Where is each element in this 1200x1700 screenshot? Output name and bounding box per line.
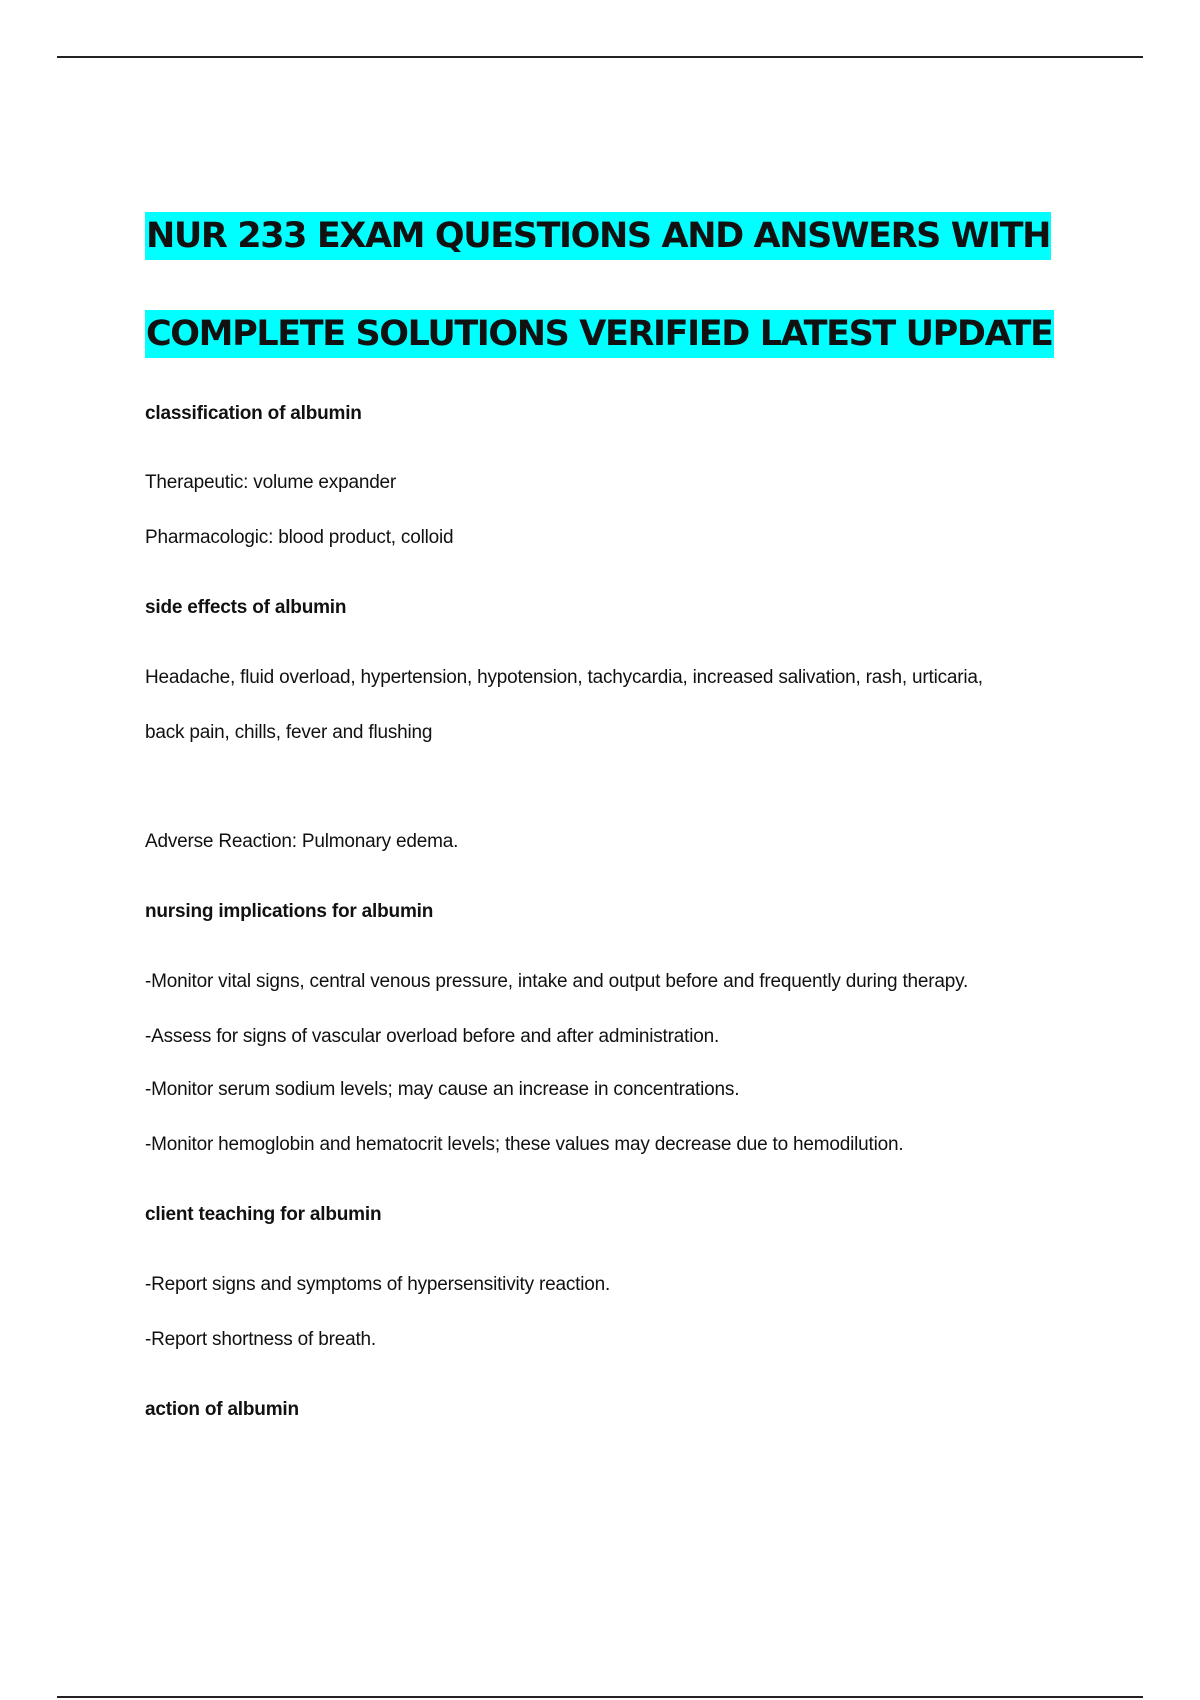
top-rule <box>57 56 1143 58</box>
answer-line: Therapeutic: volume expander <box>145 472 397 493</box>
document-body <box>145 212 1105 1421</box>
answer-line: -Monitor vital signs, central venous pressure, intake and output before and frequently during therapy. <box>145 971 969 992</box>
answer-line: -Monitor serum sodium levels; may cause an increase in concentrations. <box>145 1079 740 1100</box>
document-title <box>145 212 1105 408</box>
title-line-2: COMPLETE SOLUTIONS VERIFIED LATEST UPDATE <box>145 310 1054 358</box>
answer-line: Pharmacologic: blood product, colloid <box>145 527 454 548</box>
answer-line: -Monitor hemoglobin and hematocrit levels; these values may decrease due to hemodilution. <box>145 1134 904 1155</box>
question-heading: side effects of albumin <box>145 597 347 618</box>
question-heading: client teaching for albumin <box>145 1204 382 1225</box>
answer-line: -Assess for signs of vascular overload before and after administration. <box>145 1026 720 1047</box>
question-heading: classification of albumin <box>145 403 362 424</box>
answer-line: Headache, fluid overload, hypertension, hypotension, tachycardia, increased salivation, rash, urticaria, <box>145 667 983 688</box>
answer-line: -Report shortness of breath. <box>145 1329 376 1350</box>
adverse-reaction-line: Adverse Reaction: Pulmonary edema. <box>145 831 459 852</box>
question-heading: nursing implications for albumin <box>145 901 434 922</box>
bottom-rule <box>57 1696 1143 1698</box>
answer-line: -Report signs and symptoms of hypersensitivity reaction. <box>145 1274 611 1295</box>
title-line-1: NUR 233 EXAM QUESTIONS AND ANSWERS WITH <box>145 212 1051 260</box>
question-heading: action of albumin <box>145 1399 299 1420</box>
answer-line: back pain, chills, fever and flushing <box>145 722 433 743</box>
